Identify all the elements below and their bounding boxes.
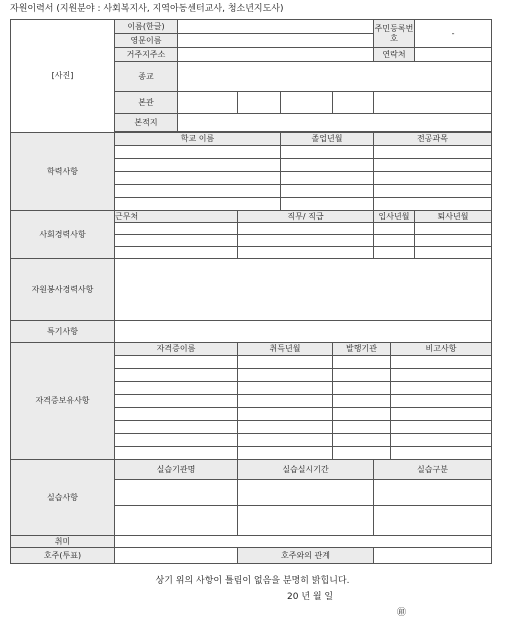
name-kr-label: 이름(한글): [115, 20, 178, 34]
resume-form-table: [10, 19, 492, 564]
certificate-name-cell[interactable]: [115, 369, 238, 382]
volunteer-label: 자원봉사경력사항: [11, 259, 115, 321]
education-graduation-cell[interactable]: [281, 172, 374, 185]
certificate-note-cell[interactable]: [391, 447, 492, 460]
certificate-issuer-cell[interactable]: [333, 421, 391, 434]
education-header-major: 전공과목: [374, 133, 492, 146]
origin-field-1[interactable]: [178, 92, 238, 114]
certificate-issuer-cell[interactable]: [333, 447, 391, 460]
career-position-cell[interactable]: [238, 223, 374, 235]
certificate-issuer-cell[interactable]: [333, 408, 391, 421]
practicum-period-cell[interactable]: [238, 506, 374, 536]
education-graduation-cell[interactable]: [281, 159, 374, 172]
photo-label: [사진]: [51, 71, 74, 80]
education-major-cell[interactable]: [374, 185, 492, 198]
practicum-header-period: 실습실시기간: [238, 460, 374, 480]
volunteer-field[interactable]: [115, 259, 492, 321]
education-header-school: 학교 이름: [115, 133, 281, 146]
certificate-note-cell[interactable]: [391, 408, 492, 421]
career-join-cell[interactable]: [374, 235, 415, 247]
career-workplace-cell[interactable]: [115, 247, 238, 259]
practicum-type-cell[interactable]: [374, 480, 492, 506]
guardian-relation-field[interactable]: [374, 548, 492, 564]
origin-field-3[interactable]: [281, 92, 333, 114]
career-header-join: 입사년월: [374, 211, 415, 223]
domicile-field[interactable]: [178, 114, 492, 132]
certificate-issuer-cell[interactable]: [333, 382, 391, 395]
certificate-date-cell[interactable]: [238, 434, 333, 447]
name-en-field[interactable]: [178, 34, 374, 48]
origin-label: 본관: [115, 92, 178, 114]
certificates-header-note: 비고사항: [391, 343, 492, 356]
contact-field[interactable]: [415, 48, 492, 62]
hobby-label: 취미: [11, 536, 115, 548]
certificate-note-cell[interactable]: [391, 356, 492, 369]
career-header-workplace: 근무처: [115, 211, 238, 223]
name-en-label: 영문이름: [115, 34, 178, 48]
career-leave-cell[interactable]: [415, 223, 492, 235]
certificate-name-cell[interactable]: [115, 447, 238, 460]
career-header-leave: 퇴사년월: [415, 211, 492, 223]
career-join-cell[interactable]: [374, 247, 415, 259]
practicum-period-cell[interactable]: [238, 480, 374, 506]
origin-field-5[interactable]: [374, 92, 492, 114]
form-title: 자원이력서 (지원분야 : 사회복지사, 지역아동센터교사, 청소년지도사): [10, 4, 284, 14]
certificate-name-cell[interactable]: [115, 421, 238, 434]
guardian-field[interactable]: [115, 548, 238, 564]
career-header-position: 직무/ 직급: [238, 211, 374, 223]
special-label: 특기사항: [11, 321, 115, 343]
certificate-note-cell[interactable]: [391, 434, 492, 447]
career-workplace-cell[interactable]: [115, 235, 238, 247]
certificate-name-cell[interactable]: [115, 408, 238, 421]
practicum-label: 실습사항: [11, 460, 115, 536]
origin-field-2[interactable]: [238, 92, 281, 114]
certificates-header-name: 자격증이름: [115, 343, 238, 356]
practicum-type-cell[interactable]: [374, 506, 492, 536]
certificate-note-cell[interactable]: [391, 395, 492, 408]
certificate-date-cell[interactable]: [238, 395, 333, 408]
certificate-issuer-cell[interactable]: [333, 356, 391, 369]
education-header-graduation: 졸업년월: [281, 133, 374, 146]
certificate-name-cell[interactable]: [115, 356, 238, 369]
education-graduation-cell[interactable]: [281, 146, 374, 159]
certificate-issuer-cell[interactable]: [333, 434, 391, 447]
practicum-header-institution: 실습기관명: [115, 460, 238, 480]
contact-label: 연락처: [374, 48, 415, 62]
resident-no-field[interactable]: -: [415, 20, 492, 48]
education-graduation-cell[interactable]: [281, 198, 374, 211]
career-join-cell[interactable]: [374, 223, 415, 235]
certificates-header-issuer: 발행기관: [333, 343, 391, 356]
education-major-cell[interactable]: [374, 172, 492, 185]
education-school-cell[interactable]: [115, 198, 281, 211]
name-kr-field[interactable]: [178, 20, 374, 34]
hobby-field[interactable]: [115, 536, 492, 548]
guardian-label: 호주(투표): [11, 548, 115, 564]
certificate-date-cell[interactable]: [238, 382, 333, 395]
guardian-relation-label: 호주와의 관계: [238, 548, 374, 564]
certificate-date-cell[interactable]: [238, 369, 333, 382]
certificate-name-cell[interactable]: [115, 382, 238, 395]
certificate-date-cell[interactable]: [238, 356, 333, 369]
domicile-label: 본적지: [115, 114, 178, 132]
certificate-note-cell[interactable]: [391, 382, 492, 395]
education-school-cell[interactable]: [115, 172, 281, 185]
certificate-date-cell[interactable]: [238, 421, 333, 434]
address-field[interactable]: [178, 48, 374, 62]
education-major-cell[interactable]: [374, 198, 492, 211]
seal-mark: ㊞: [397, 608, 407, 618]
certificate-name-cell[interactable]: [115, 434, 238, 447]
certificate-note-cell[interactable]: [391, 369, 492, 382]
certificate-issuer-cell[interactable]: [333, 395, 391, 408]
career-position-cell[interactable]: [238, 247, 374, 259]
education-major-cell[interactable]: [374, 159, 492, 172]
certificate-date-cell[interactable]: [238, 408, 333, 421]
career-workplace-cell[interactable]: [115, 223, 238, 235]
special-field[interactable]: [115, 321, 492, 343]
practicum-institution-cell[interactable]: [115, 480, 238, 506]
education-graduation-cell[interactable]: [281, 185, 374, 198]
resident-no-label: 주민등록번호: [374, 20, 415, 48]
certificates-header-date: 취득년월: [238, 343, 333, 356]
religion-field[interactable]: [178, 62, 492, 92]
certificate-date-cell[interactable]: [238, 447, 333, 460]
photo-cell[interactable]: [11, 20, 115, 133]
education-school-cell[interactable]: [115, 159, 281, 172]
certificate-name-cell[interactable]: [115, 395, 238, 408]
religion-label: 종교: [115, 62, 178, 92]
education-school-cell[interactable]: [115, 185, 281, 198]
education-major-cell[interactable]: [374, 146, 492, 159]
education-school-cell[interactable]: [115, 146, 281, 159]
address-label: 거주지주소: [115, 48, 178, 62]
career-position-cell[interactable]: [238, 235, 374, 247]
career-label: 사회경력사항: [11, 211, 115, 259]
education-label: 학력사항: [11, 133, 115, 211]
career-leave-cell[interactable]: [415, 247, 492, 259]
origin-field-4[interactable]: [333, 92, 374, 114]
certificate-note-cell[interactable]: [391, 421, 492, 434]
practicum-institution-cell[interactable]: [115, 506, 238, 536]
date-line[interactable]: 20 년 월 일: [287, 592, 334, 602]
confirmation-statement: 상기 위의 사항이 틀림이 없음을 분명히 밝힙니다.: [155, 576, 350, 586]
certificate-issuer-cell[interactable]: [333, 369, 391, 382]
career-leave-cell[interactable]: [415, 235, 492, 247]
practicum-header-type: 실습구분: [374, 460, 492, 480]
certificates-label: 자격증보유사항: [11, 343, 115, 460]
